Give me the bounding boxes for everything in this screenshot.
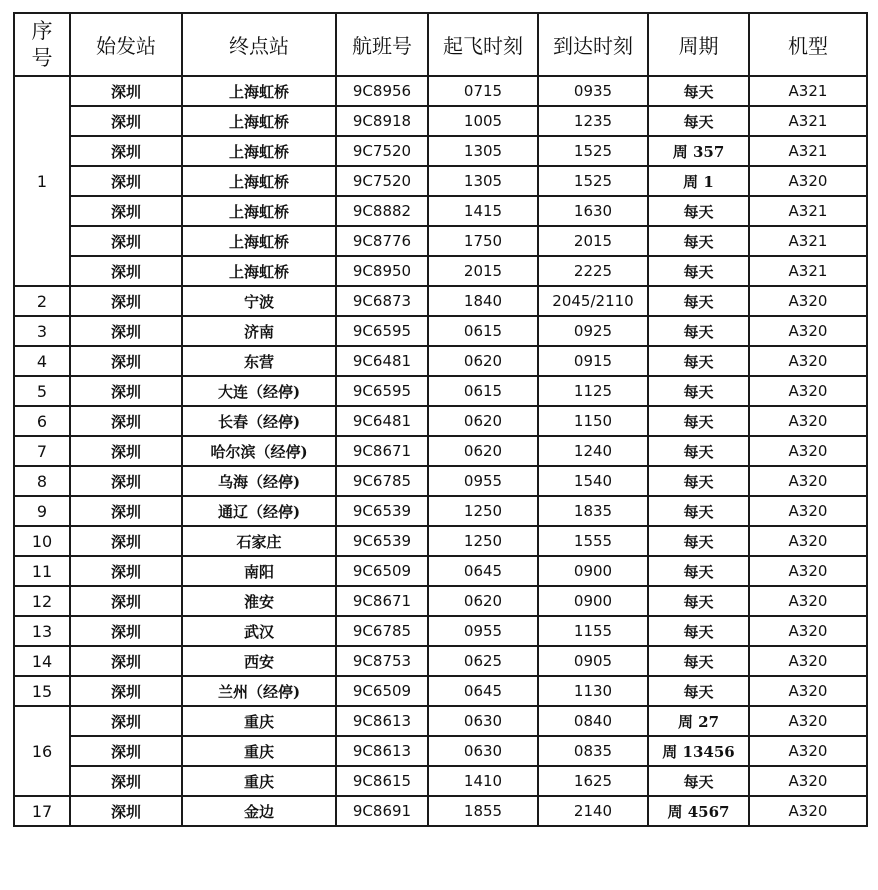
cell-destination: 哈尔滨（经停) [182,436,336,466]
header-seq [14,13,70,76]
cell-flight-no: 9C8753 [336,646,428,676]
cell-aircraft: A320 [749,346,867,376]
cell-departure: 1250 [428,496,538,526]
cell-aircraft: A321 [749,76,867,106]
cell-aircraft: A320 [749,496,867,526]
cell-departure: 1305 [428,136,538,166]
cell-schedule: 每天 [648,766,749,796]
cell-schedule: 每天 [648,496,749,526]
cell-arrival: 1240 [538,436,648,466]
table-row [14,646,867,676]
cell-arrival: 1130 [538,676,648,706]
table-row [14,436,867,466]
cell-flight-no: 9C6595 [336,376,428,406]
table-row [14,766,867,796]
cell-departure: 0630 [428,706,538,736]
cell-flight-no: 9C6873 [336,286,428,316]
cell-origin: 深圳 [70,526,182,556]
cell-destination: 南阳 [182,556,336,586]
cell-aircraft: A320 [749,286,867,316]
cell-schedule: 周 27 [648,706,749,736]
cell-schedule: 每天 [648,466,749,496]
cell-seq: 7 [14,436,70,466]
cell-arrival: 2225 [538,256,648,286]
cell-arrival: 0925 [538,316,648,346]
cell-destination: 上海虹桥 [182,166,336,196]
cell-destination: 上海虹桥 [182,196,336,226]
cell-schedule: 每天 [648,316,749,346]
cell-flight-no: 9C6539 [336,496,428,526]
cell-origin: 深圳 [70,346,182,376]
cell-origin: 深圳 [70,376,182,406]
table-row [14,736,867,766]
table-row [14,226,867,256]
cell-origin: 深圳 [70,466,182,496]
cell-origin: 深圳 [70,406,182,436]
cell-origin: 深圳 [70,76,182,106]
cell-schedule: 每天 [648,226,749,256]
cell-flight-no: 9C6785 [336,466,428,496]
cell-origin: 深圳 [70,586,182,616]
table-row [14,286,867,316]
cell-flight-no: 9C7520 [336,166,428,196]
cell-seq: 5 [14,376,70,406]
cell-departure: 0955 [428,466,538,496]
cell-seq: 12 [14,586,70,616]
cell-origin: 深圳 [70,796,182,826]
flight-schedule-table [13,12,868,827]
cell-arrival: 1155 [538,616,648,646]
cell-seq: 14 [14,646,70,676]
table-row [14,526,867,556]
cell-flight-no: 9C8671 [336,586,428,616]
cell-aircraft: A320 [749,736,867,766]
cell-departure: 0620 [428,436,538,466]
cell-destination: 淮安 [182,586,336,616]
cell-departure: 0645 [428,676,538,706]
cell-flight-no: 9C8691 [336,796,428,826]
cell-schedule: 每天 [648,376,749,406]
cell-departure: 1005 [428,106,538,136]
header-seq-top: 序 [31,18,53,43]
cell-destination: 宁波 [182,286,336,316]
table-row [14,406,867,436]
cell-departure: 1410 [428,766,538,796]
table-row [14,676,867,706]
cell-arrival: 2015 [538,226,648,256]
cell-aircraft: A321 [749,256,867,286]
cell-flight-no: 9C8613 [336,736,428,766]
cell-schedule: 每天 [648,346,749,376]
cell-aircraft: A320 [749,526,867,556]
cell-schedule: 每天 [648,196,749,226]
cell-aircraft: A320 [749,706,867,736]
cell-flight-no: 9C8671 [336,436,428,466]
cell-flight-no: 9C8956 [336,76,428,106]
cell-arrival: 0935 [538,76,648,106]
header-destination: 终点站 [182,13,336,76]
cell-aircraft: A320 [749,796,867,826]
cell-origin: 深圳 [70,286,182,316]
cell-departure: 1305 [428,166,538,196]
cell-departure: 0645 [428,556,538,586]
cell-destination: 武汉 [182,616,336,646]
cell-destination: 乌海（经停) [182,466,336,496]
table-row [14,586,867,616]
table-row [14,706,867,736]
cell-arrival: 1150 [538,406,648,436]
cell-aircraft: A321 [749,226,867,256]
cell-origin: 深圳 [70,136,182,166]
cell-flight-no: 9C6481 [336,406,428,436]
cell-seq: 10 [14,526,70,556]
cell-origin: 深圳 [70,676,182,706]
cell-origin: 深圳 [70,646,182,676]
cell-origin: 深圳 [70,106,182,136]
cell-destination: 重庆 [182,766,336,796]
cell-origin: 深圳 [70,616,182,646]
table-row [14,166,867,196]
cell-origin: 深圳 [70,166,182,196]
cell-flight-no: 9C6509 [336,556,428,586]
cell-arrival: 0900 [538,586,648,616]
cell-schedule: 每天 [648,586,749,616]
cell-destination: 上海虹桥 [182,226,336,256]
cell-schedule: 每天 [648,406,749,436]
cell-origin: 深圳 [70,556,182,586]
table-row [14,136,867,166]
cell-destination: 西安 [182,646,336,676]
cell-origin: 深圳 [70,766,182,796]
cell-destination: 上海虹桥 [182,106,336,136]
cell-flight-no: 9C6509 [336,676,428,706]
cell-seq: 13 [14,616,70,646]
cell-arrival: 1125 [538,376,648,406]
cell-aircraft: A320 [749,466,867,496]
cell-arrival: 1625 [538,766,648,796]
cell-origin: 深圳 [70,496,182,526]
cell-origin: 深圳 [70,436,182,466]
cell-arrival: 0900 [538,556,648,586]
cell-arrival: 0905 [538,646,648,676]
cell-origin: 深圳 [70,226,182,256]
cell-seq: 15 [14,676,70,706]
cell-aircraft: A320 [749,376,867,406]
header-row [14,13,867,76]
cell-arrival: 1525 [538,166,648,196]
cell-seq: 11 [14,556,70,586]
cell-schedule: 周 357 [648,136,749,166]
cell-seq: 9 [14,496,70,526]
cell-aircraft: A320 [749,406,867,436]
cell-flight-no: 9C6595 [336,316,428,346]
cell-flight-no: 9C8918 [336,106,428,136]
cell-aircraft: A320 [749,316,867,346]
cell-destination: 兰州（经停) [182,676,336,706]
cell-flight-no: 9C8950 [336,256,428,286]
cell-schedule: 周 1 [648,166,749,196]
cell-destination: 长春（经停) [182,406,336,436]
cell-aircraft: A321 [749,106,867,136]
table-row [14,376,867,406]
cell-seq: 4 [14,346,70,376]
cell-flight-no: 9C8613 [336,706,428,736]
cell-arrival: 2140 [538,796,648,826]
cell-departure: 1415 [428,196,538,226]
cell-origin: 深圳 [70,706,182,736]
cell-schedule: 每天 [648,526,749,556]
cell-schedule: 每天 [648,286,749,316]
cell-aircraft: A320 [749,556,867,586]
cell-destination: 济南 [182,316,336,346]
cell-schedule: 周 13456 [648,736,749,766]
cell-schedule: 每天 [648,676,749,706]
cell-schedule: 每天 [648,556,749,586]
cell-destination: 石家庄 [182,526,336,556]
header-flight-no: 航班号 [336,13,428,76]
cell-aircraft: A320 [749,616,867,646]
cell-schedule: 每天 [648,256,749,286]
cell-destination: 通辽（经停) [182,496,336,526]
cell-destination: 大连（经停) [182,376,336,406]
cell-arrival: 0840 [538,706,648,736]
table-row [14,466,867,496]
cell-flight-no: 9C6539 [336,526,428,556]
cell-aircraft: A321 [749,136,867,166]
table-row [14,256,867,286]
cell-destination: 上海虹桥 [182,256,336,286]
table-row [14,796,867,826]
cell-arrival: 1525 [538,136,648,166]
cell-flight-no: 9C6785 [336,616,428,646]
table-row [14,196,867,226]
cell-destination: 金边 [182,796,336,826]
cell-seq: 17 [14,796,70,826]
cell-origin: 深圳 [70,736,182,766]
cell-departure: 0630 [428,736,538,766]
cell-departure: 1840 [428,286,538,316]
cell-flight-no: 9C7520 [336,136,428,166]
cell-arrival: 1555 [538,526,648,556]
cell-schedule: 每天 [648,646,749,676]
cell-aircraft: A320 [749,166,867,196]
cell-destination: 上海虹桥 [182,76,336,106]
cell-arrival: 1630 [538,196,648,226]
cell-flight-no: 9C8615 [336,766,428,796]
cell-departure: 0625 [428,646,538,676]
header-aircraft: 机型 [749,13,867,76]
cell-destination: 重庆 [182,736,336,766]
cell-flight-no: 9C6481 [336,346,428,376]
cell-seq: 8 [14,466,70,496]
cell-aircraft: A320 [749,646,867,676]
table-row [14,316,867,346]
table-row [14,556,867,586]
cell-destination: 上海虹桥 [182,136,336,166]
cell-arrival: 1235 [538,106,648,136]
table-row [14,76,867,106]
cell-seq: 16 [14,706,70,796]
header-origin: 始发站 [70,13,182,76]
cell-departure: 1250 [428,526,538,556]
table-row [14,346,867,376]
table-row [14,106,867,136]
cell-aircraft: A320 [749,436,867,466]
cell-origin: 深圳 [70,256,182,286]
cell-aircraft: A320 [749,766,867,796]
cell-origin: 深圳 [70,196,182,226]
cell-arrival: 1540 [538,466,648,496]
cell-seq: 6 [14,406,70,436]
cell-departure: 2015 [428,256,538,286]
cell-arrival: 1835 [538,496,648,526]
cell-departure: 1855 [428,796,538,826]
cell-departure: 0615 [428,376,538,406]
cell-schedule: 每天 [648,106,749,136]
cell-departure: 1750 [428,226,538,256]
cell-destination: 东营 [182,346,336,376]
cell-arrival: 0835 [538,736,648,766]
table-row [14,496,867,526]
cell-flight-no: 9C8882 [336,196,428,226]
cell-schedule: 周 4567 [648,796,749,826]
table-row [14,616,867,646]
header-arrival: 到达时刻 [538,13,648,76]
cell-aircraft: A320 [749,676,867,706]
cell-schedule: 每天 [648,76,749,106]
cell-schedule: 每天 [648,616,749,646]
cell-seq: 1 [14,76,70,286]
cell-destination: 重庆 [182,706,336,736]
cell-departure: 0620 [428,586,538,616]
cell-arrival: 0915 [538,346,648,376]
header-schedule: 周期 [648,13,749,76]
cell-departure: 0715 [428,76,538,106]
cell-departure: 0955 [428,616,538,646]
cell-departure: 0615 [428,316,538,346]
cell-aircraft: A320 [749,586,867,616]
cell-departure: 0620 [428,406,538,436]
table-body [14,76,867,826]
cell-origin: 深圳 [70,316,182,346]
header-departure: 起飞时刻 [428,13,538,76]
header-seq-bottom: 号 [31,45,53,70]
cell-arrival: 2045/2110 [538,286,648,316]
cell-schedule: 每天 [648,436,749,466]
cell-flight-no: 9C8776 [336,226,428,256]
cell-seq: 2 [14,286,70,316]
cell-seq: 3 [14,316,70,346]
cell-departure: 0620 [428,346,538,376]
cell-aircraft: A321 [749,196,867,226]
